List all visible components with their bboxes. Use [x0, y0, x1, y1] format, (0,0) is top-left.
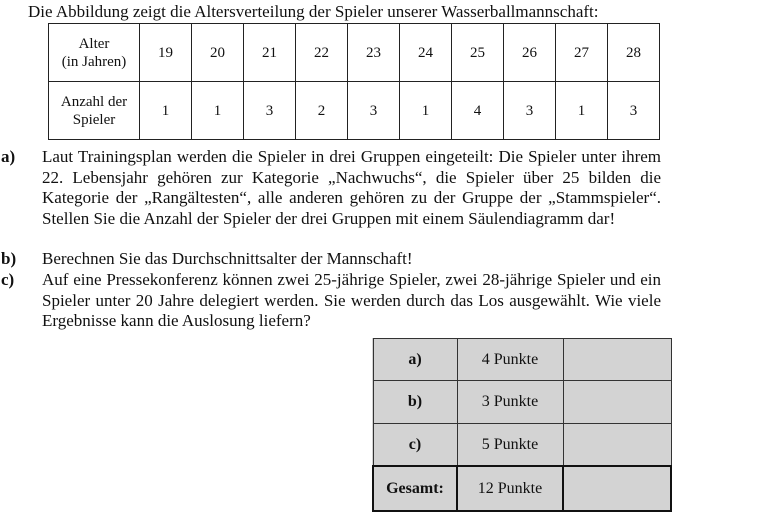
score-total-points: 12 Punkte [457, 466, 563, 511]
task-letter: a) [1, 147, 16, 166]
score-row [373, 381, 671, 423]
score-points: 3 Punkte [457, 381, 563, 423]
count-cell: 3 [504, 82, 556, 140]
task-letter: b) [1, 249, 17, 268]
score-row [373, 423, 671, 466]
count-cell: 4 [452, 82, 504, 140]
age-row [49, 24, 660, 82]
age-distribution-table [48, 23, 660, 140]
score-part: c) [373, 423, 457, 466]
age-cell: 24 [400, 24, 452, 82]
count-cell: 3 [348, 82, 400, 140]
score-total-row [373, 466, 671, 511]
count-cell: 1 [192, 82, 244, 140]
count-row [49, 82, 660, 140]
age-cell: 20 [192, 24, 244, 82]
age-cell: 27 [556, 24, 608, 82]
age-cell: 22 [296, 24, 348, 82]
task-letter: c) [1, 270, 15, 289]
count-cell: 1 [556, 82, 608, 140]
age-cell: 23 [348, 24, 400, 82]
count-cell: 3 [608, 82, 660, 140]
age-row-header: Alter (in Jahren) [49, 24, 140, 82]
score-part: a) [373, 339, 457, 381]
age-cell: 25 [452, 24, 504, 82]
score-points: 5 Punkte [457, 423, 563, 466]
age-cell: 28 [608, 24, 660, 82]
score-entry-cell [563, 381, 671, 423]
score-points: 4 Punkte [457, 339, 563, 381]
score-entry-cell [563, 423, 671, 466]
age-cell: 21 [244, 24, 296, 82]
score-part: b) [373, 381, 457, 423]
score-entry-cell [563, 339, 671, 381]
age-cell: 19 [140, 24, 192, 82]
score-total-label: Gesamt: [373, 466, 457, 511]
count-cell: 1 [140, 82, 192, 140]
age-cell: 26 [504, 24, 556, 82]
intro-text: Die Abbildung zeigt die Altersverteilung der Spieler unserer Wasserballmannschaft: [28, 2, 599, 21]
score-table [372, 338, 672, 512]
score-row [373, 339, 671, 381]
task-text: Laut Trainingsplan werden die Spieler in drei Gruppen eingeteilt: Die Spieler unter ihrem 22. Lebensjahr gehören zur Kategorie „Nachwuchs“, die Spieler über 25 bilden die Kategorie der „Rangältesten“, alle anderen gehören zu der Gruppe der „Stammspieler“. Stellen Sie die Anzahl der Spieler der drei Gruppen mit einem Säulendiagramm dar! [42, 147, 661, 228]
task-text: Auf eine Pressekonferenz können zwei 25-jährige Spieler, zwei 28-jährige Spieler und ein Spieler unter 20 Jahre delegiert werden. Sie werden durch das Los ausgewählt. Wie viele Ergebnisse kann die Auslosung liefern? [42, 270, 661, 330]
count-cell: 1 [400, 82, 452, 140]
score-total-entry-cell [563, 466, 671, 511]
count-row-header: Anzahl der Spieler [49, 82, 140, 140]
count-cell: 3 [244, 82, 296, 140]
task-text: Berechnen Sie das Durchschnittsalter der Mannschaft! [42, 249, 413, 268]
count-cell: 2 [296, 82, 348, 140]
